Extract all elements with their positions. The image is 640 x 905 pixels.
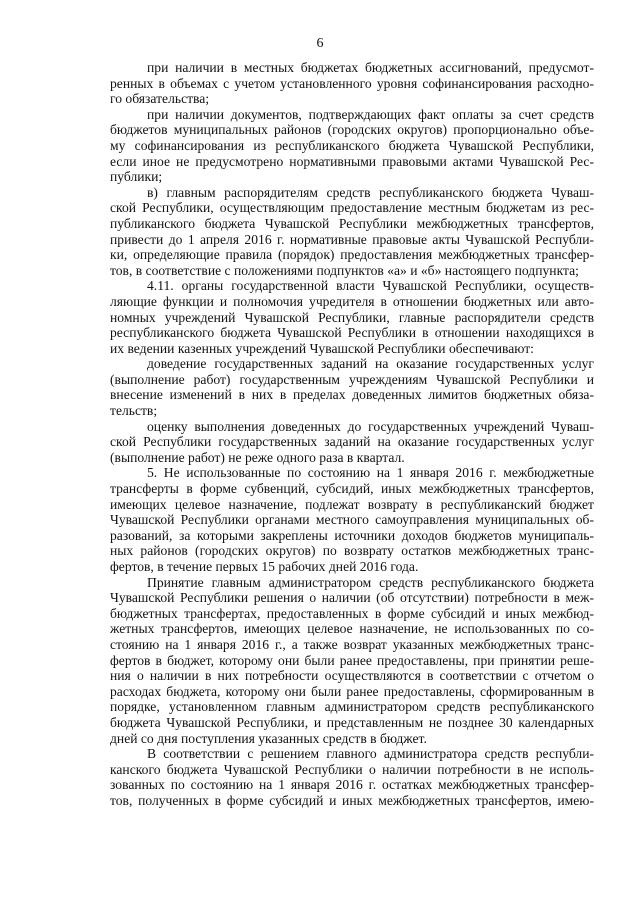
paragraph <box>110 107 594 185</box>
text-line: Принятие главным администратором средств республиканского бюджета <box>147 574 594 590</box>
paragraph <box>110 419 594 466</box>
text-line: если иное не предусмотрено нормативными правовыми актами Чувашской Рес- <box>110 153 594 169</box>
text-line: го обязательства; <box>110 91 210 107</box>
text-line: привести до 1 апреля 2016 г. нормативные правовые акты Чувашской Республи- <box>110 231 594 247</box>
paragraph <box>110 185 594 279</box>
text-line: при наличии в местных бюджетах бюджетных ассигнований, предусмот- <box>147 60 594 75</box>
text-line: ных районов (городских округов) по возврату остатков межбюджетных транс- <box>110 543 594 559</box>
text-line: тельств; <box>110 403 158 419</box>
text-line: Чувашской Республики органами местного самоуправления муниципальных об- <box>110 512 594 528</box>
text-line: доведение государственных заданий на оказание государственных услуг <box>147 356 594 372</box>
text-line: бюджетных трансфертах, предоставленных в форме субсидий и иных межбюд- <box>110 605 594 621</box>
text-line: бюджета Чувашской Республики, и представленным не позднее 30 календарных <box>110 714 594 730</box>
text-line: при наличии документов, подтверждающих факт оплаты за счет средств <box>147 106 594 122</box>
text-line: В соответствии с решением главного администратора средств республи- <box>147 746 594 762</box>
paragraph <box>110 356 594 418</box>
text-line: (выполнение работ) государственным учреждениям Чувашской Республики и <box>110 371 594 387</box>
text-line: расходах бюджета, которому они были ранее предоставлены, сформированным в <box>110 683 594 699</box>
text-line: их ведении казенных учреждений Чувашской Республики обеспечивают: <box>110 340 534 356</box>
paragraph <box>110 465 594 574</box>
text-line: канского бюджета Чувашской Республики о наличии потребности в не исполь- <box>110 761 594 777</box>
text-line: бюджетов муниципальных районов (городских округов) пропорционально объе- <box>110 122 594 138</box>
text-line: ляющие функции и полномочия учредителя в отношении бюджетных или авто- <box>110 293 594 309</box>
text-line: дней со дня поступления указанных средств в бюджет. <box>110 730 427 746</box>
text-line: фертов, в течение первых 15 рабочих дней 2016 года. <box>110 559 419 574</box>
page-number: 6 <box>316 36 324 51</box>
text-line: номных учреждений Чувашской Республики, главные распорядители средств <box>110 309 594 325</box>
text-line: тов, в соответствие с положениями подпунктов «а» и «б» настоящего подпункта; <box>110 262 579 278</box>
text-line: порядке, установленном главным администратором средств республиканского <box>110 699 594 715</box>
text-line: жетных трансфертов, имеющих целевое назначение, не использованных по со- <box>110 621 594 637</box>
paragraph <box>110 746 594 808</box>
text-line: публиканского бюджета Чувашской Республики межбюджетных трансфертов, <box>110 215 594 231</box>
text-line: стоянию на 1 января 2016 г., а также возврат указанных межбюджетных транс- <box>110 636 594 652</box>
text-line: зованных по состоянию на 1 января 2016 г. остатках межбюджетных трансфер- <box>110 777 594 793</box>
text-line: имеющих целевое назначение, подлежат возврату в республиканский бюджет <box>110 496 594 512</box>
text-line: 4.11. органы государственной власти Чувашской Республики, осуществ- <box>147 278 594 294</box>
text-line: публики; <box>110 169 163 185</box>
text-line: трансферты в форме субвенций, субсидий, иных межбюджетных трансфертов, <box>110 481 594 497</box>
document-body <box>110 60 594 809</box>
paragraph <box>110 60 594 107</box>
text-line: фертов в бюджет, которому они были ранее предоставлены, при принятии реше- <box>110 652 594 668</box>
text-line: му софинансирования из республиканского бюджета Чувашской Республики, <box>110 137 594 153</box>
paragraph <box>110 278 594 356</box>
text-line: ния о наличии в них потребности осуществляются в соответствии с отчетом о <box>110 668 594 684</box>
text-line: тов, полученных в форме субсидий и иных межбюджетных трансфертов, имею- <box>110 792 594 808</box>
text-line: ренных в объемах с учетом установленного уровня софинансирования расходно- <box>110 75 594 91</box>
paragraph <box>110 575 594 747</box>
text-line: ской Республики, осуществляющим предоставление местным бюджетам из рес- <box>110 200 594 216</box>
text-line: в) главным распорядителям средств республиканского бюджета Чуваш- <box>147 184 594 200</box>
text-line: (выполнение работ) не реже одного раза в квартал. <box>110 449 405 465</box>
text-line: 5. Не использованные по состоянию на 1 января 2016 г. межбюджетные <box>147 465 594 481</box>
text-line: республиканского бюджета Чувашской Республики в отношении находящихся в <box>110 325 594 341</box>
text-line: оценку выполнения доведенных до государственных учреждений Чуваш- <box>147 418 594 434</box>
text-line: ской Республики государственных заданий на оказание государственных услуг <box>110 434 594 450</box>
text-line: ки, определяющие правила (порядок) предоставления межбюджетных трансфер- <box>110 247 594 263</box>
text-line: внесение изменений в них в пределах доведенных лимитов бюджетных обяза- <box>110 387 594 403</box>
text-line: Чувашской Республики решения о наличии (об отсутствии) потребности в меж- <box>110 590 594 606</box>
text-line: разований, за которыми закреплены источники доходов бюджетов муниципаль- <box>110 527 594 543</box>
